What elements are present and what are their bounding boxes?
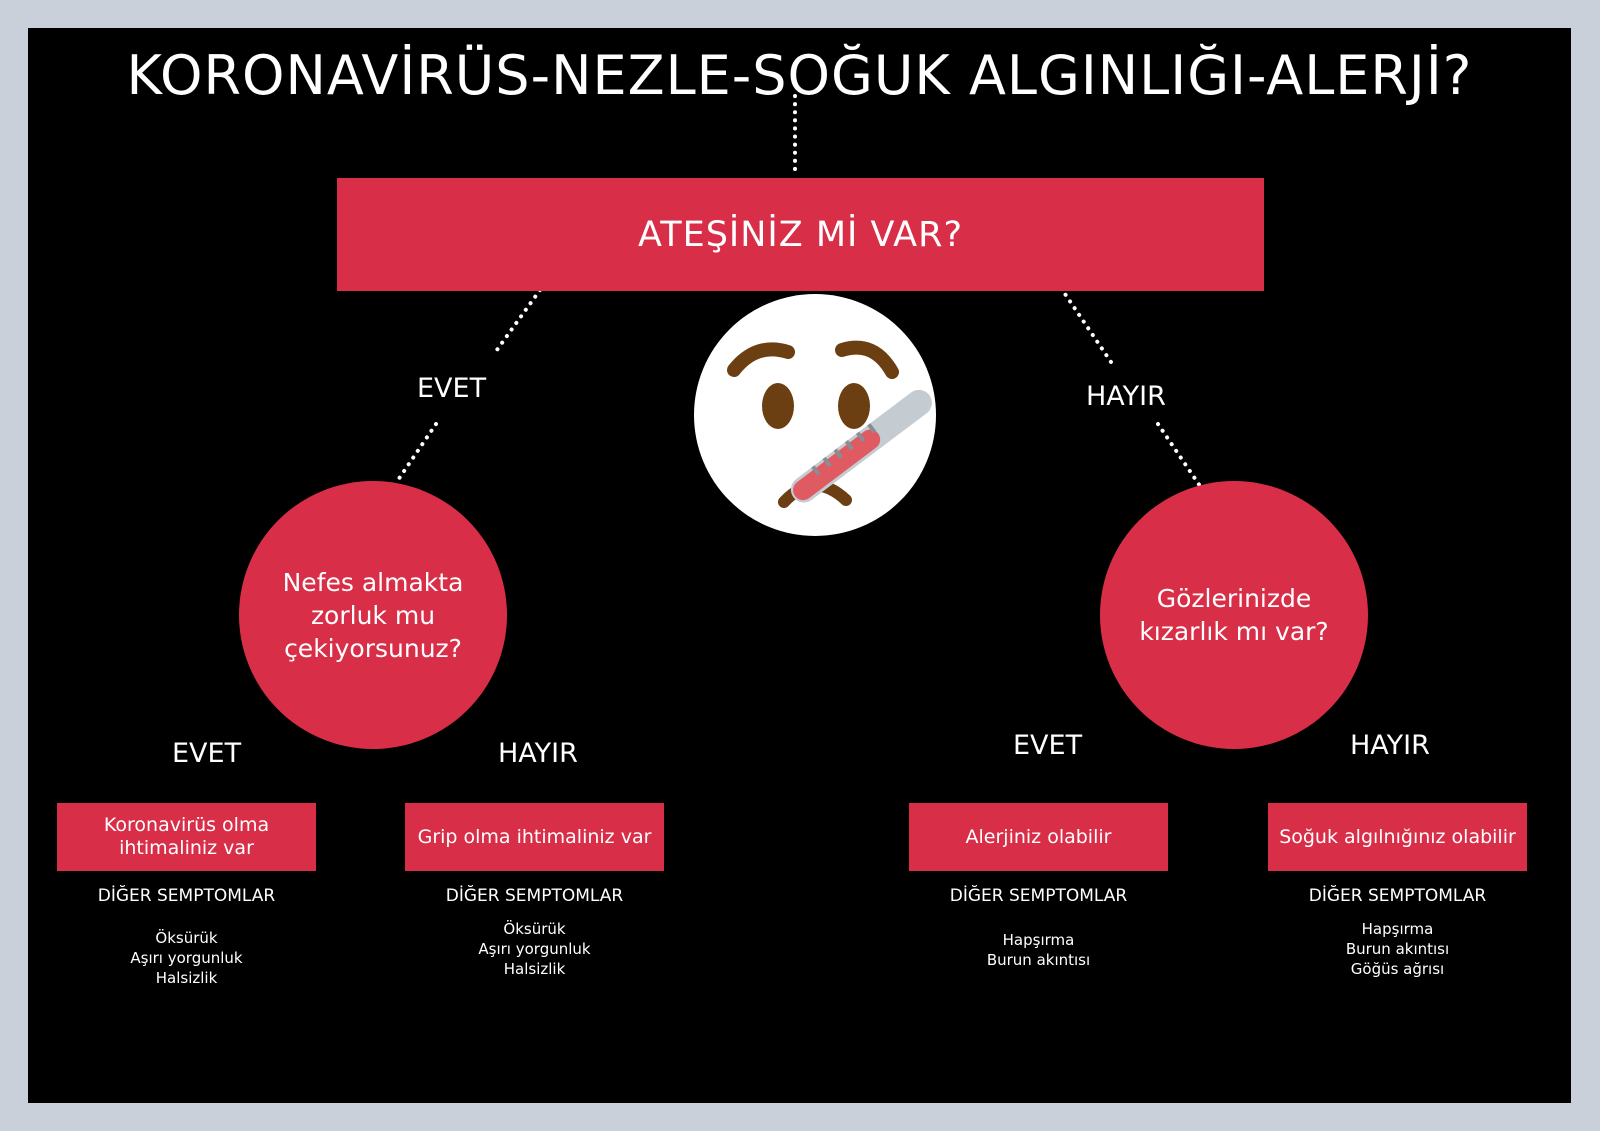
question-circle-eyes bbox=[1100, 481, 1368, 749]
right-connector-upper bbox=[1061, 288, 1111, 362]
symptom-item: Öksürük bbox=[155, 929, 218, 947]
symptom-item: Hapşırma bbox=[1002, 931, 1075, 949]
symptom-item: Burun akıntısı bbox=[986, 951, 1091, 969]
sub-label-left-no: HAYIR bbox=[498, 738, 578, 769]
main-question-box bbox=[337, 178, 1264, 291]
right-connector-lower bbox=[1158, 424, 1200, 486]
result-text: Alerjiniz olabilir bbox=[965, 825, 1112, 848]
face-with-thermometer-icon bbox=[692, 292, 938, 538]
symptom-item: Aşırı yorgunluk bbox=[130, 949, 243, 967]
other-symptoms-heading: DİĞER SEMPTOMLAR bbox=[445, 886, 624, 906]
branch-label-no: HAYIR bbox=[1086, 381, 1166, 412]
result-text: Grip olma ihtimaliniz var bbox=[417, 825, 652, 848]
symptom-list-cold bbox=[1268, 919, 1527, 979]
main-question-text: ATEŞİNİZ Mİ VAR? bbox=[637, 214, 964, 255]
sub-label-right-yes: EVET bbox=[1013, 730, 1083, 761]
other-symptoms-heading: DİĞER SEMPTOMLAR bbox=[97, 886, 276, 906]
symptom-list-coronavirus bbox=[57, 928, 316, 988]
symptom-item: Halsizlik bbox=[155, 969, 218, 987]
result-box-coronavirus bbox=[57, 803, 316, 871]
symptom-item: Hapşırma bbox=[1361, 920, 1434, 938]
symptom-item: Öksürük bbox=[503, 920, 566, 938]
result-box-cold bbox=[1268, 803, 1527, 871]
result-text: Koronavirüs olma ihtimaliniz var bbox=[103, 814, 270, 859]
question-circle-eyes-text: Gözlerinizde kızarlık mı var? bbox=[1139, 584, 1329, 646]
symptom-item: Göğüs ağrısı bbox=[1350, 960, 1445, 978]
page-title: KORONAVİRÜS-NEZLE-SOĞUK ALGINLIĞI-ALERJİ? bbox=[126, 44, 1473, 107]
symptom-item: Halsizlik bbox=[503, 960, 566, 978]
symptom-item: Burun akıntısı bbox=[1345, 940, 1450, 958]
symptom-list-allergy bbox=[909, 930, 1168, 970]
branch-label-yes: EVET bbox=[417, 373, 487, 404]
symptom-list-flu bbox=[405, 919, 664, 979]
other-symptoms-heading: DİĞER SEMPTOMLAR bbox=[949, 886, 1128, 906]
result-box-flu bbox=[405, 803, 664, 871]
sub-label-left-yes: EVET bbox=[172, 738, 242, 769]
symptom-item: Aşırı yorgunluk bbox=[478, 940, 591, 958]
result-text: Soğuk algılnığınız olabilir bbox=[1279, 825, 1516, 848]
left-connector-upper bbox=[494, 290, 540, 354]
question-circle-breathing-text: Nefes almakta zorluk mu çekiyorsunuz? bbox=[282, 567, 464, 663]
other-symptoms-heading: DİĞER SEMPTOMLAR bbox=[1308, 886, 1487, 906]
result-box-allergy bbox=[909, 803, 1168, 871]
sub-label-right-no: HAYIR bbox=[1350, 730, 1430, 761]
left-connector-lower bbox=[398, 424, 436, 480]
flowchart-canvas bbox=[28, 28, 1571, 1103]
question-circle-breathing bbox=[239, 481, 507, 749]
